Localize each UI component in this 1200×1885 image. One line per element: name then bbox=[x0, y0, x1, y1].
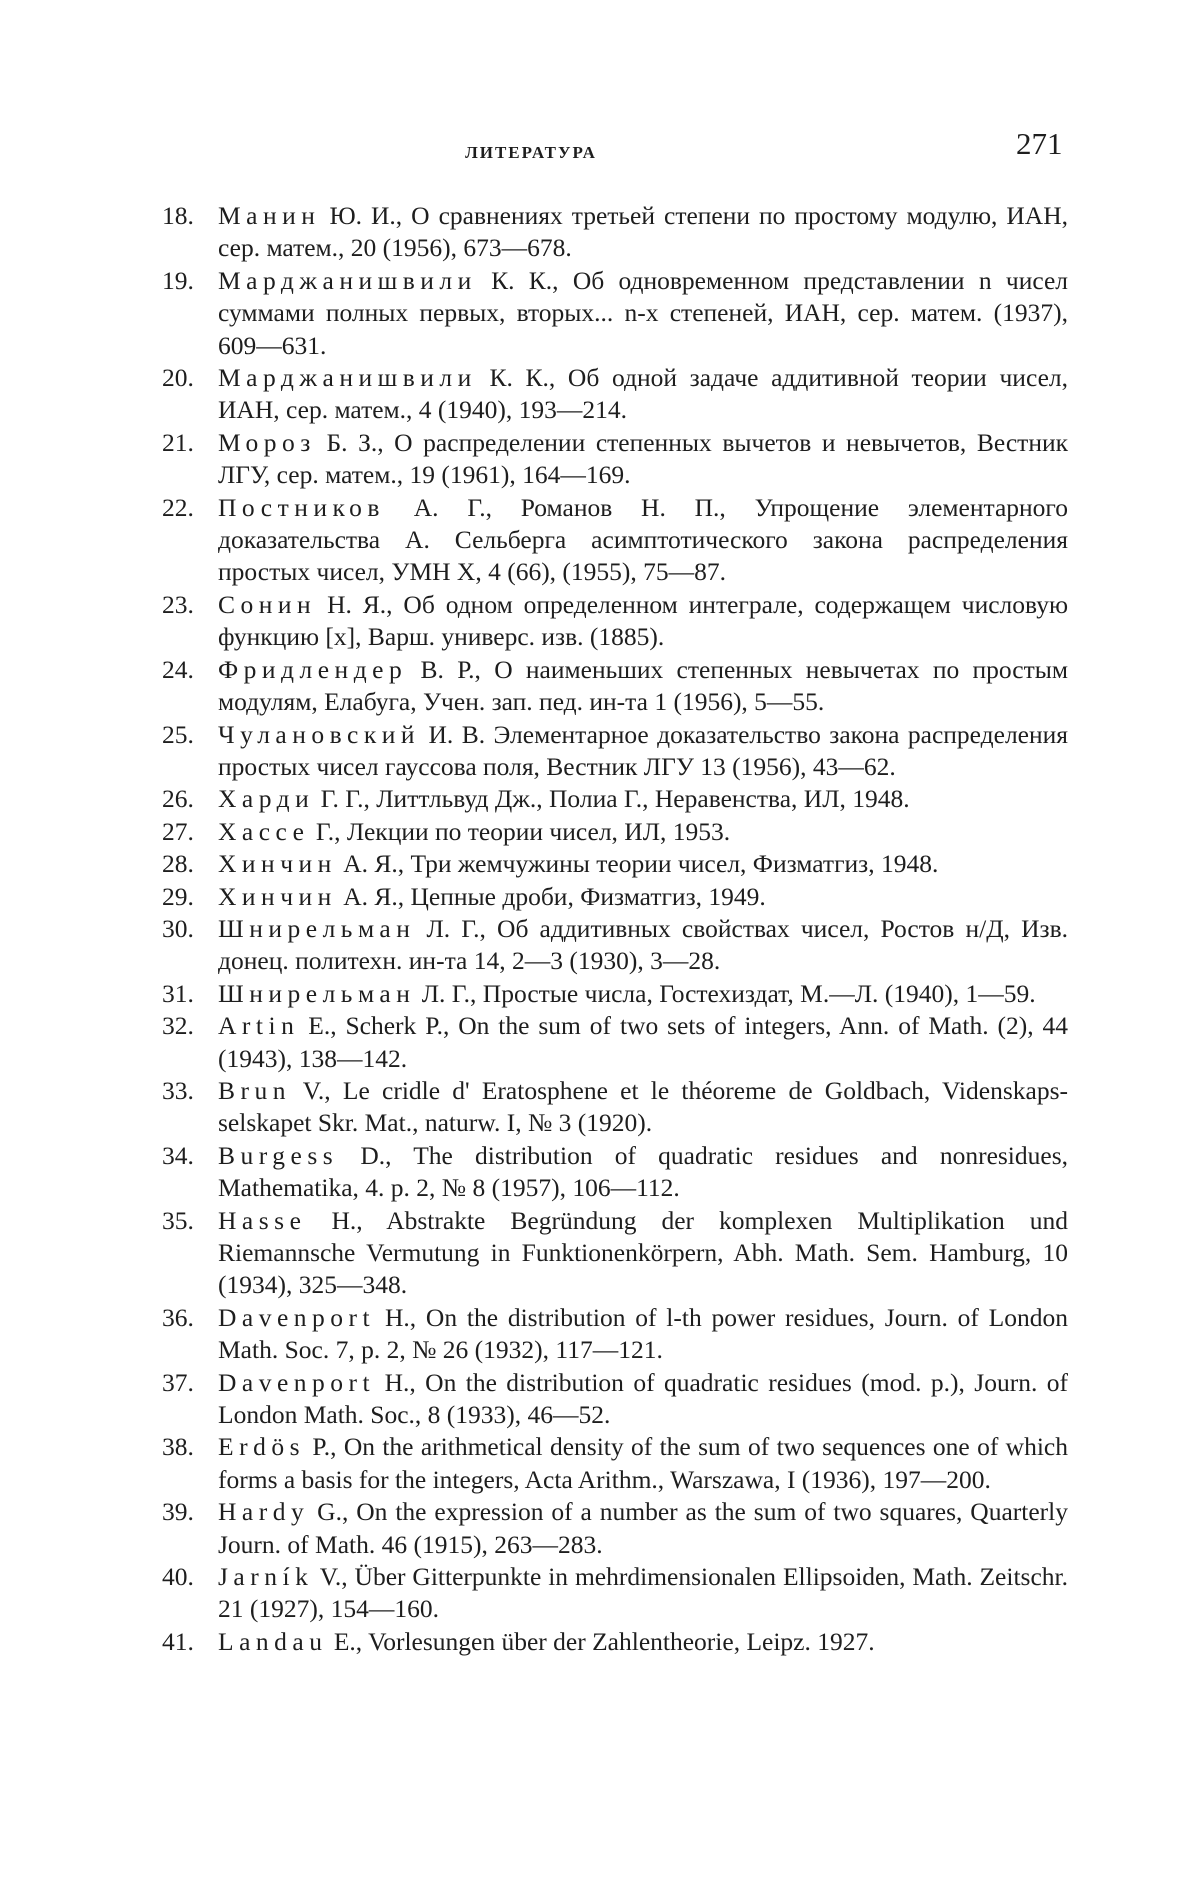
reference-details: К. К., Об одной задаче аддитивной теории чисел, ИАН, сер. матем., 4 (1940), 193—214. bbox=[218, 363, 1068, 425]
reference-text bbox=[218, 816, 1068, 848]
reference-text bbox=[218, 589, 1068, 654]
reference-text bbox=[218, 362, 1068, 427]
reference-item bbox=[162, 1302, 1069, 1367]
reference-details: H., Abstrakte Begründung der komplexen Multiplikation und Riemannsche Vermutung in Funktionenkörpern, Abh. Math. Sem. Hamburg, 10 (1934), 325—348. bbox=[218, 1205, 1068, 1300]
reference-text bbox=[218, 783, 1068, 815]
reference-details: Л. Г., Об аддитивных свойствах чисел, Ростов н/Д, Изв. донец. политехн. ин-та 14, 2—3 (1930), 3—28. bbox=[218, 913, 1068, 976]
reference-number: 24. bbox=[162, 654, 194, 684]
reference-text bbox=[218, 654, 1068, 719]
reference-number: 33. bbox=[162, 1075, 194, 1105]
reference-author: Хинчин bbox=[218, 849, 337, 879]
reference-author: Хинчин bbox=[218, 881, 337, 911]
reference-number: 38. bbox=[162, 1432, 194, 1462]
reference-item bbox=[162, 913, 1068, 978]
reference-text bbox=[218, 1140, 1068, 1205]
reference-text bbox=[218, 978, 1068, 1010]
reference-details: V., Über Gitterpunkte in mehrdimensionalen Ellipsoiden, Math. Zeitschr. 21 (1927), 154—160. bbox=[218, 1562, 1069, 1624]
reference-author: Мороз bbox=[218, 427, 316, 457]
reference-item bbox=[162, 783, 1068, 815]
reference-text bbox=[218, 427, 1068, 492]
reference-details: И. В. Элементарное доказательство закона распределения простых чисел гауссова поля, Вестник ЛГУ 13 (1956), 43—62. bbox=[218, 719, 1069, 781]
reference-number: 39. bbox=[162, 1497, 194, 1527]
reference-details: E., Scherk P., On the sum of two sets of integers, Ann. of Math. (2), 44 (1943), 138—142. bbox=[218, 1011, 1068, 1073]
reference-author: Artin bbox=[218, 1011, 300, 1041]
reference-item bbox=[162, 492, 1069, 589]
reference-number: 27. bbox=[162, 816, 194, 846]
reference-number: 20. bbox=[162, 363, 194, 393]
reference-item bbox=[162, 816, 1068, 848]
reference-item bbox=[162, 1626, 1068, 1658]
reference-number: 19. bbox=[162, 265, 194, 295]
reference-item bbox=[162, 1010, 1068, 1075]
reference-author: Davenport bbox=[218, 1302, 376, 1332]
reference-details: Г. Г., Литтльвуд Дж., Полиа Г., Неравенства, ИЛ, 1948. bbox=[320, 784, 910, 814]
reference-author: Манин bbox=[218, 201, 321, 230]
reference-details: H., On the distribution of quadratic residues (mod. p.), Journ. of London Math. Soc., 8 (1933), 46—52. bbox=[218, 1367, 1068, 1430]
reference-details: P., On the arithmetical density of the sum of two sequences one of which forms a basis for the integers, Acta Arithm., Warszawa, I (1936), 197—200. bbox=[218, 1432, 1069, 1494]
reference-item bbox=[162, 1075, 1068, 1140]
reference-details: G., On the expression of a number as the sum of two squares, Quarterly Journ. of Math. 46 (1915), 263—283. bbox=[218, 1497, 1069, 1559]
reference-number: 23. bbox=[162, 589, 194, 619]
reference-author: Сонин bbox=[218, 589, 317, 619]
reference-text bbox=[218, 1626, 1068, 1658]
reference-item bbox=[162, 654, 1068, 719]
reference-details: Н. Я., Об одном определенном интеграле, содержащем числовую функцию [x], Варш. универс. изв. (1885). bbox=[218, 589, 1068, 652]
reference-number: 41. bbox=[162, 1626, 194, 1656]
reference-author: Davenport bbox=[218, 1367, 376, 1397]
reference-author: Марджанишвили bbox=[218, 363, 477, 393]
running-head: ЛИТЕРАТУРА bbox=[465, 143, 597, 162]
reference-details: E., Vorlesungen über der Zahlentheorie, Leipz. 1927. bbox=[333, 1626, 875, 1656]
reference-author: Марджанишвили bbox=[218, 265, 477, 295]
reference-number: 37. bbox=[162, 1367, 194, 1397]
reference-text bbox=[218, 492, 1068, 589]
reference-details: А. Г., Романов Н. П., Упрощение элементарного доказательства А. Сельберга асимптотического закона распределения простых чисел, УМН X, 4 (66), (1955), 75—87. bbox=[218, 492, 1069, 587]
reference-text bbox=[218, 1205, 1068, 1302]
reference-number: 32. bbox=[162, 1011, 194, 1041]
reference-author: Шнирельман bbox=[218, 913, 416, 943]
reference-author: Постников bbox=[218, 492, 385, 522]
reference-text bbox=[218, 719, 1068, 784]
reference-text bbox=[218, 1302, 1068, 1367]
reference-author: Хассе bbox=[218, 816, 310, 846]
reference-item bbox=[162, 362, 1068, 427]
reference-item bbox=[162, 1561, 1069, 1626]
reference-details: V., Le cridle d' Eratosphene et le théoreme de Goldbach, Videnskaps-selskapet Skr. Mat., naturw. I, № 3 (1920). bbox=[218, 1075, 1068, 1138]
reference-details: Л. Г., Простые числа, Гостехиздат, М.—Л. (1940), 1—59. bbox=[421, 978, 1036, 1008]
reference-item bbox=[162, 1205, 1068, 1302]
reference-author: Hardy bbox=[218, 1497, 310, 1527]
reference-text bbox=[218, 1367, 1068, 1432]
reference-item bbox=[162, 1367, 1068, 1432]
reference-number: 25. bbox=[162, 719, 194, 749]
reference-item bbox=[162, 719, 1069, 784]
reference-number: 18. bbox=[162, 201, 194, 230]
reference-author: Шнирельман bbox=[218, 978, 416, 1008]
reference-details: К. К., Об одновременном представлении n чисел суммами полных первых, вторых... n-х степеней, ИАН, сер. матем. (1937), 609—631. bbox=[218, 265, 1069, 360]
reference-item bbox=[162, 589, 1068, 654]
reference-details: А. Я., Цепные дроби, Физматгиз, 1949. bbox=[343, 881, 766, 911]
reference-author: Hasse bbox=[218, 1205, 307, 1235]
reference-item bbox=[162, 1496, 1069, 1561]
reference-author: Харди bbox=[218, 784, 315, 814]
reference-author: Brun bbox=[218, 1075, 291, 1105]
reference-details: Ю. И., О сравнениях третьей степени по простому модулю, ИАН, сер. матем., 20 (1956), 673—678. bbox=[218, 201, 1069, 263]
reference-number: 34. bbox=[162, 1140, 194, 1170]
reference-number: 30. bbox=[162, 913, 194, 943]
reference-list bbox=[162, 200, 1069, 1658]
reference-details: А. Я., Три жемчужины теории чисел, Физматгиз, 1948. bbox=[343, 849, 939, 879]
reference-text bbox=[218, 848, 1068, 880]
reference-item bbox=[162, 427, 1068, 492]
reference-text bbox=[218, 1496, 1068, 1561]
reference-item bbox=[162, 200, 1069, 265]
reference-item bbox=[162, 978, 1068, 1010]
reference-author: Erdös bbox=[218, 1432, 305, 1462]
reference-text bbox=[218, 265, 1068, 362]
reference-number: 28. bbox=[162, 849, 194, 879]
reference-text bbox=[218, 1075, 1068, 1140]
reference-text bbox=[218, 913, 1068, 978]
reference-number: 40. bbox=[162, 1562, 194, 1592]
reference-details: D., The distribution of quadratic residues and nonresidues, Mathematika, 4. p. 2, № 8 (1957), 106—112. bbox=[218, 1140, 1069, 1203]
reference-details: H., On the distribution of l-th power residues, Journ. of London Math. Soc. 7, p. 2, № 26 (1932), 117—121. bbox=[218, 1302, 1069, 1365]
reference-text bbox=[218, 1561, 1068, 1626]
reference-details: Г., Лекции по теории чисел, ИЛ, 1953. bbox=[315, 816, 731, 846]
reference-author: Jarník bbox=[218, 1562, 314, 1592]
reference-author: Фридлендер bbox=[218, 654, 408, 684]
reference-text bbox=[218, 1010, 1068, 1075]
reference-details: В. Р., О наименьших степенных невычетах по простым модулям, Елабуга, Учен. зап. пед. ин-та 1 (1956), 5—55. bbox=[218, 654, 1068, 717]
reference-item bbox=[162, 1140, 1069, 1205]
reference-author: Чулановский bbox=[218, 719, 421, 749]
reference-text bbox=[218, 881, 1068, 913]
reference-item bbox=[162, 848, 1068, 880]
reference-number: 35. bbox=[162, 1205, 194, 1235]
page-number: 271 bbox=[1016, 126, 1063, 161]
reference-number: 22. bbox=[162, 492, 194, 522]
reference-author: Landau bbox=[218, 1626, 328, 1656]
reference-number: 21. bbox=[162, 427, 194, 457]
reference-item bbox=[162, 265, 1069, 362]
reference-number: 26. bbox=[162, 784, 194, 814]
reference-number: 36. bbox=[162, 1302, 194, 1332]
reference-text bbox=[218, 1431, 1068, 1496]
reference-number: 29. bbox=[162, 881, 194, 911]
reference-details: Б. З., О распределении степенных вычетов и невычетов, Вестник ЛГУ, сер. матем., 19 (1961), 164—169. bbox=[218, 427, 1068, 490]
reference-author: Burgess bbox=[218, 1140, 339, 1170]
reference-item bbox=[162, 881, 1068, 913]
reference-text bbox=[218, 200, 1068, 265]
reference-number: 31. bbox=[162, 978, 194, 1008]
reference-item bbox=[162, 1431, 1069, 1496]
